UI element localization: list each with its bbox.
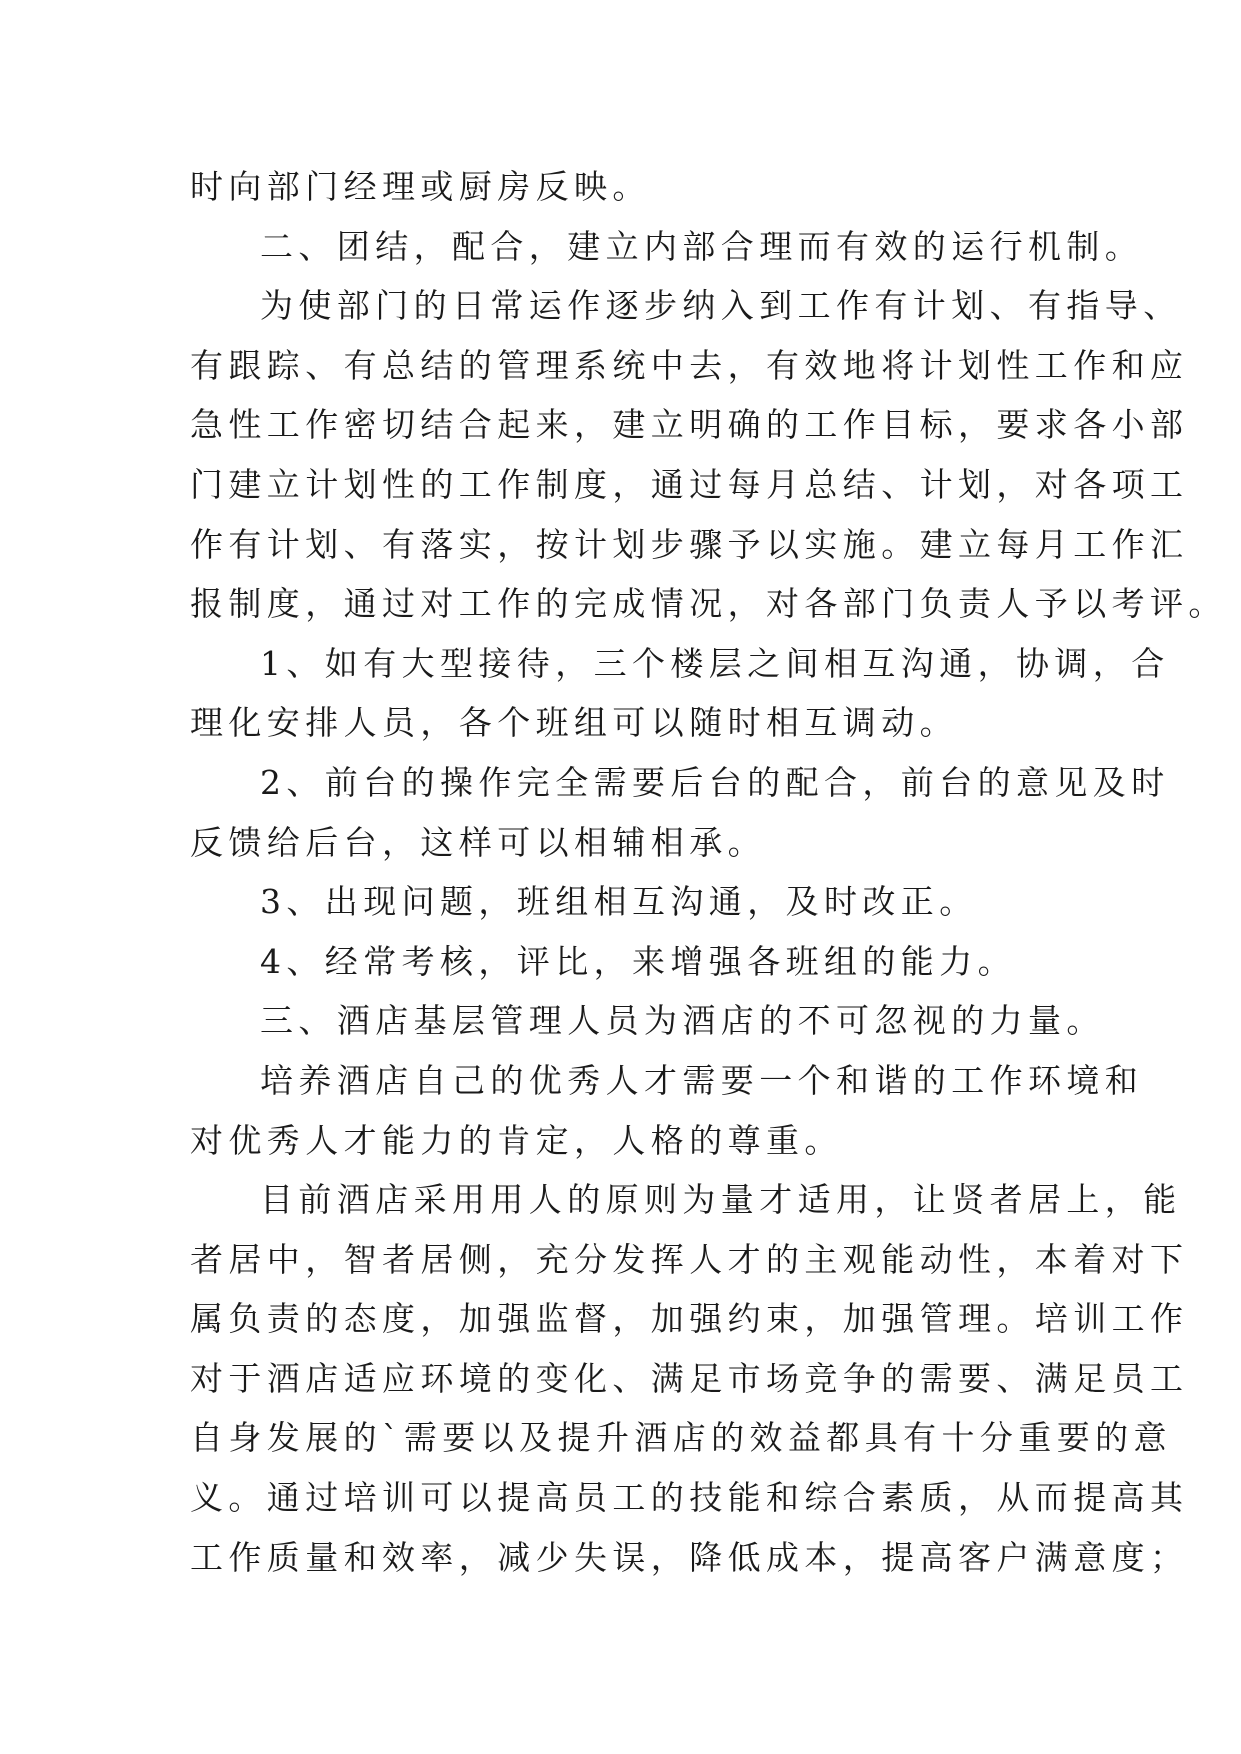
text-line: 理化安排人员，各个班组可以随时相互调动。	[190, 703, 958, 743]
text-line: 急性工作密切结合起来，建立明确的工作目标，要求各小部	[190, 405, 1189, 445]
text-line: 自身发展的`需要以及提升酒店的效益都具有十分重要的意	[190, 1418, 1172, 1458]
body-text	[190, 157, 1227, 1587]
text-line: 培养酒店自己的优秀人才需要一个和谐的工作环境和	[260, 1060, 1144, 1100]
text-line: 有跟踪、有总结的管理系统中去，有效地将计划性工作和应	[190, 345, 1189, 385]
text-line: 3、出现问题，班组相互沟通，及时改正。	[260, 882, 978, 922]
text-line: 属负责的态度，加强监督，加强约束，加强管理。培训工作	[190, 1299, 1189, 1339]
text-line: 二、团结，配合，建立内部合理而有效的运行机制。	[260, 226, 1144, 266]
text-line: 对于酒店适应环境的变化、满足市场竞争的需要、满足员工	[190, 1358, 1189, 1398]
text-line: 时向部门经理或厨房反映。	[190, 167, 651, 206]
text-line: 2、前台的操作完全需要后台的配合，前台的意见及时	[260, 762, 1170, 802]
text-line: 作有计划、有落实，按计划步骤予以实施。建立每月工作汇	[190, 524, 1189, 564]
text-line: 为使部门的日常运作逐步纳入到工作有计划、有指导、	[260, 286, 1182, 326]
text-line: 4、经常考核，评比，来增强各班组的能力。	[260, 941, 1016, 981]
text-line: 三、酒店基层管理人员为酒店的不可忽视的力量。	[260, 1001, 1105, 1041]
text-line: 报制度，通过对工作的完成情况，对各部门负责人予以考评。	[190, 584, 1227, 624]
text-line: 者居中，智者居侧，充分发挥人才的主观能动性，本着对下	[190, 1239, 1189, 1279]
text-line: 工作质量和效率，减少失误，降低成本，提高客户满意度；	[190, 1537, 1189, 1577]
text-line: 1、如有大型接待，三个楼层之间相互沟通，协调，合	[260, 643, 1170, 683]
text-line: 义。通过培训可以提高员工的技能和综合素质，从而提高其	[190, 1478, 1189, 1518]
text-line: 对优秀人才能力的肯定，人格的尊重。	[190, 1120, 843, 1160]
text-line: 门建立计划性的工作制度，通过每月总结、计划，对各项工	[190, 464, 1189, 504]
text-line: 反馈给后台，这样可以相辅相承。	[190, 822, 766, 862]
text-line: 目前酒店采用用人的原则为量才适用，让贤者居上，能	[260, 1180, 1182, 1220]
